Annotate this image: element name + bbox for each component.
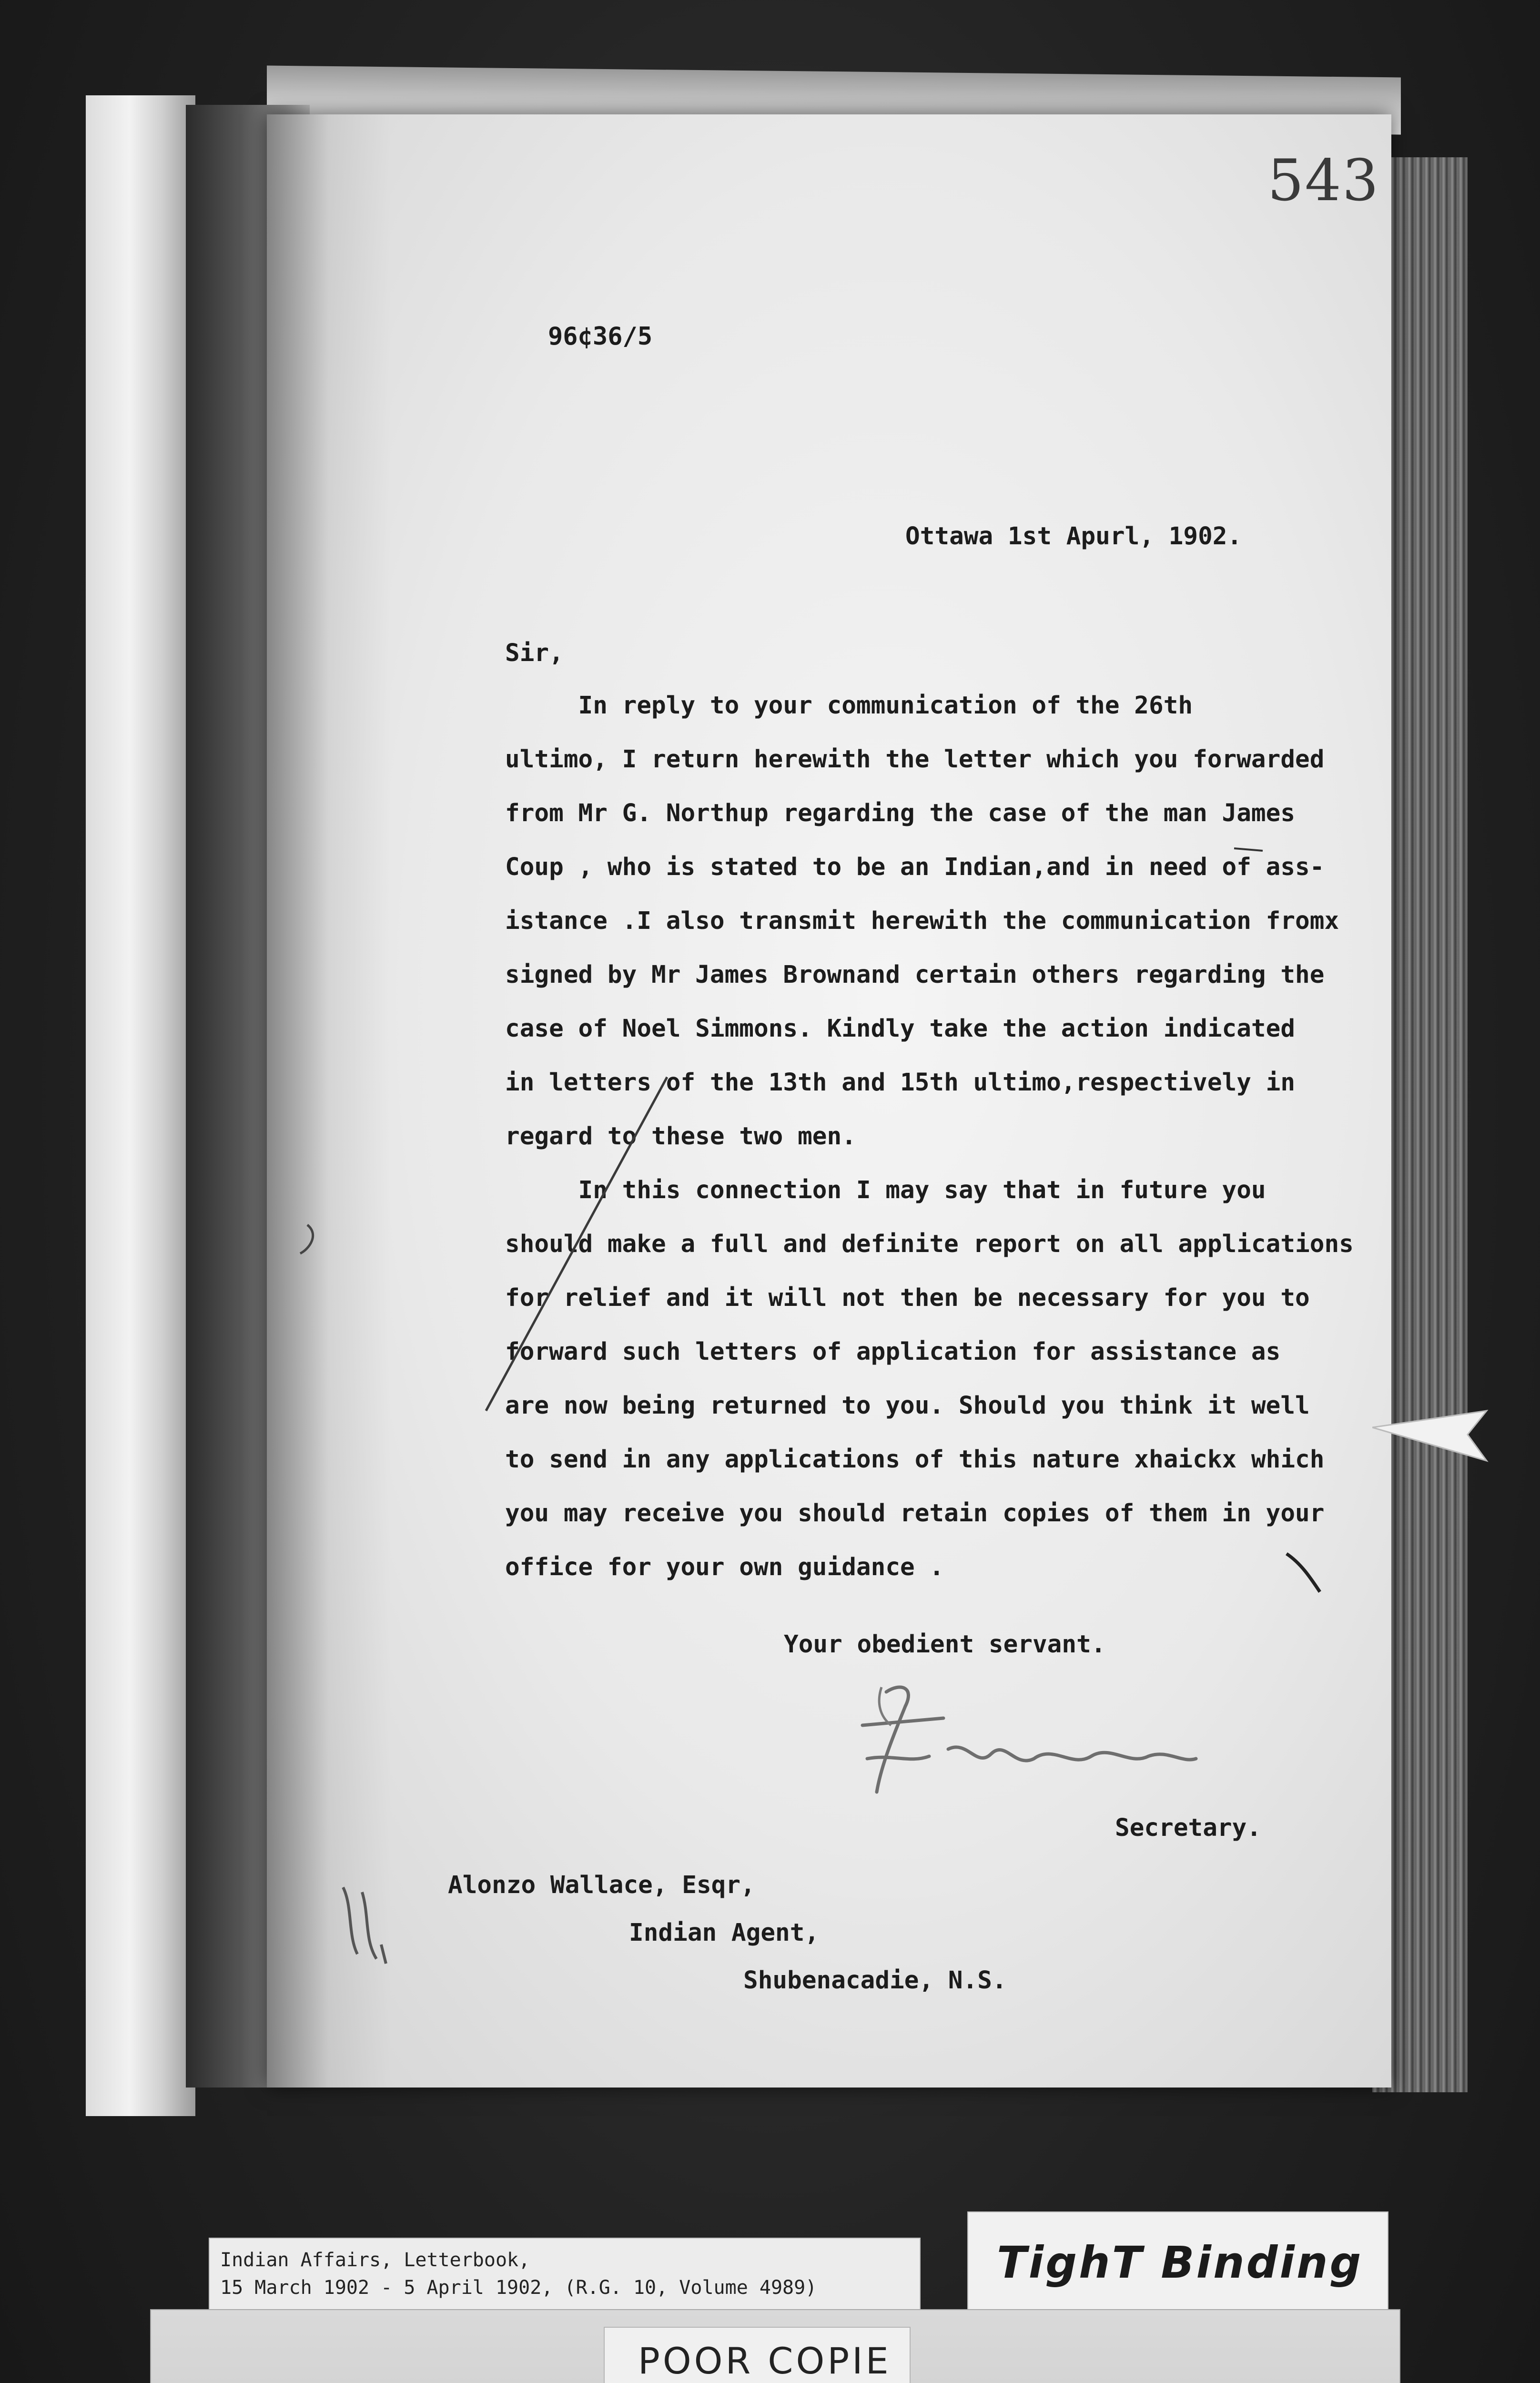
poor-copy-text: POOR COPIE xyxy=(638,2340,892,2382)
reference-line-1: Indian Affairs, Letterbook, xyxy=(220,2249,530,2271)
body-line: for relief and it will not then be necessary for you to xyxy=(505,1284,1310,1312)
pencil-marks xyxy=(267,114,1391,2088)
reference-label xyxy=(209,2238,921,2311)
body-line: forward such letters of application for assistance as xyxy=(505,1338,1281,1366)
body-line: regard to these two men. xyxy=(505,1122,856,1151)
addressee-title: Indian Agent, xyxy=(629,1919,820,1947)
body-line: istance .I also transmit herewith the communication fromx xyxy=(505,907,1339,935)
salutation: Sir, xyxy=(505,639,564,667)
book-spine xyxy=(86,95,195,2116)
body-line: are now being returned to you. Should you think it well xyxy=(505,1392,1310,1420)
file-number: 96¢36/5 xyxy=(548,322,653,351)
tight-binding-label xyxy=(967,2211,1388,2311)
body-line: you may receive you should retain copies of them in your xyxy=(505,1499,1325,1528)
body-line: should make a full and definite report on all applications xyxy=(505,1230,1354,1258)
page-number: 543 xyxy=(1267,148,1380,214)
reference-line-2: 15 March 1902 - 5 April 1902, (R.G. 10, Volume 4989) xyxy=(220,2277,817,2299)
body-line: office for your own guidance . xyxy=(505,1553,944,1581)
addressee-name: Alonzo Wallace, Esqr, xyxy=(448,1871,755,1899)
closing: Your obedient servant. xyxy=(784,1630,1106,1659)
body-line: from Mr G. Northup regarding the case of the man James xyxy=(505,799,1296,827)
body-line: to send in any applications of this nature xhaickx which xyxy=(505,1446,1325,1474)
letter-page xyxy=(267,114,1391,2088)
body-line: Coup , who is stated to be an Indian,and in need of ass- xyxy=(505,853,1325,881)
body-line: In this connection I may say that in future you xyxy=(505,1176,1266,1204)
body-line: case of Noel Simmons. Kindly take the action indicated xyxy=(505,1015,1296,1043)
addressee-place: Shubenacadie, N.S. xyxy=(743,1966,1007,1995)
body-line: signed by Mr James Brownand certain others regarding the xyxy=(505,961,1325,989)
body-line: ultimo, I return herewith the letter which you forwarded xyxy=(505,745,1325,774)
signatory-title: Secretary. xyxy=(1115,1814,1262,1842)
pointer-arrow-icon xyxy=(1372,1406,1491,1468)
poor-copy-label xyxy=(604,2327,911,2383)
date-line: Ottawa 1st Apurl, 1902. xyxy=(905,522,1242,550)
body-line: in letters of the 13th and 15th ultimo,respectively in xyxy=(505,1069,1296,1097)
tight-binding-text: TighT Binding xyxy=(997,2237,1363,2288)
body-line: In reply to your communication of the 26th xyxy=(505,692,1193,720)
archives-label xyxy=(150,2309,1400,2383)
